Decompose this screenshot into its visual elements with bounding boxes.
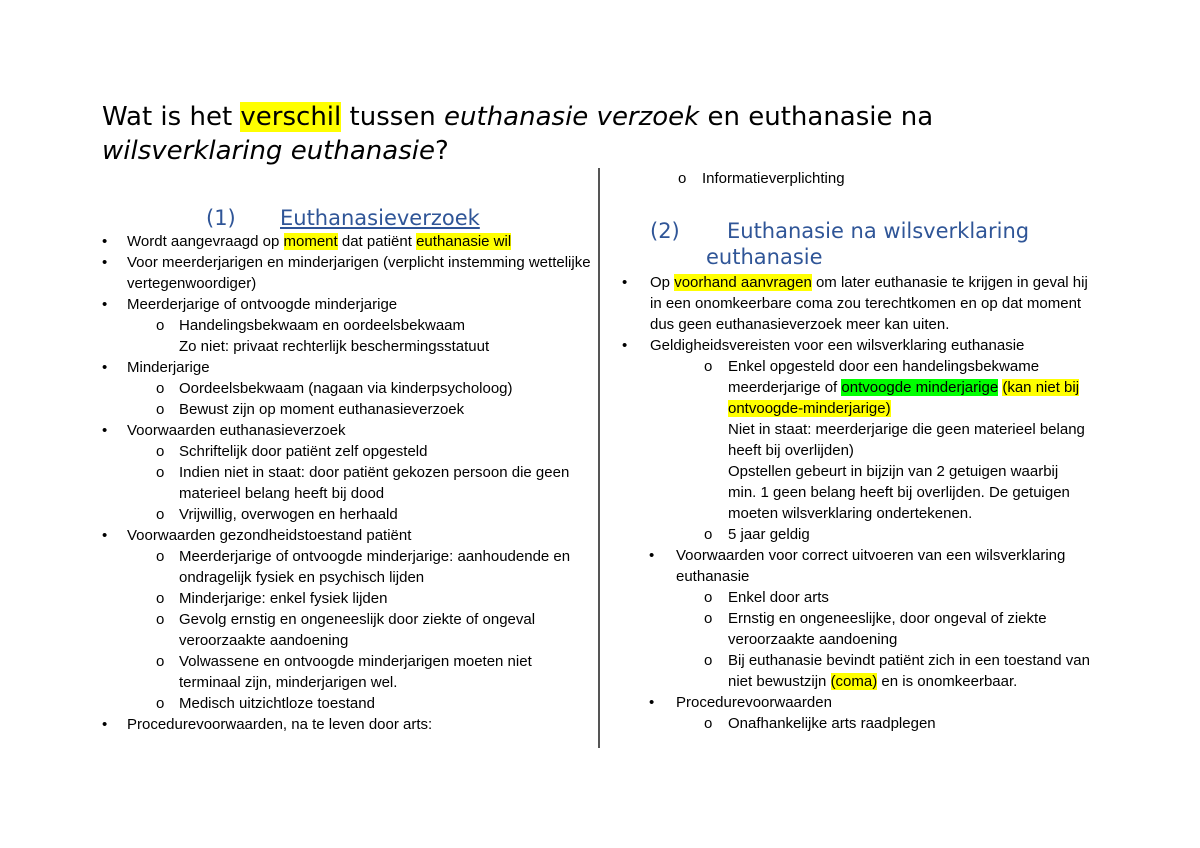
list-item — [620, 335, 1090, 356]
text: Procedurevoorwaarden — [676, 694, 832, 711]
text: Bewust zijn op moment euthanasieverzoek — [179, 401, 465, 418]
text: Volwassene en ontvoogde minderjarigen moeten niet terminaal zijn, minderjarigen wel. — [179, 653, 532, 691]
section-heading-1 — [100, 205, 595, 231]
circle-bullet-icon: o — [156, 506, 165, 523]
sub-list-item — [100, 399, 595, 420]
sub-list-item — [100, 588, 595, 609]
text: Enkel opgesteld door een handelingsbekwame meerderjarige of — [728, 358, 1040, 396]
sub-list-item — [100, 315, 595, 336]
sub-list-item — [620, 168, 1090, 189]
circle-bullet-icon: o — [704, 715, 713, 732]
text: en is onomkeerbaar. — [877, 673, 1018, 690]
list-item — [100, 231, 595, 252]
list-item — [620, 272, 1090, 335]
sub-list-item — [100, 462, 595, 504]
text: Indien niet in staat: door patiënt gekozen persoon die geen materieel belang heeft bij dood — [179, 464, 570, 502]
text: Minderjarige: enkel fysiek lijden — [179, 590, 388, 607]
text: Ernstig en ongeneeslijke, door ongeval of ziekte veroorzaakte aandoening — [728, 610, 1047, 648]
circle-bullet-icon: o — [704, 358, 713, 375]
text: Gevolg ernstig en ongeneeslijk door ziekte of ongeval veroorzaakte aandoening — [179, 611, 536, 649]
heading-number: (1) — [206, 206, 236, 230]
page-title — [102, 100, 1042, 168]
text: Opstellen gebeurt in bijzijn van 2 getuigen waarbij min. 1 geen belang heeft bij overlijden. De getuigen moeten wilsverklaring ondertekenen. — [728, 463, 1070, 522]
bullet-icon: • — [102, 233, 108, 250]
sub-list-item — [620, 650, 1090, 692]
text: Niet in staat: meerderjarige die geen materieel belang heeft bij overlijden) — [728, 421, 1085, 459]
list-item — [100, 714, 595, 735]
text: Voor meerderjarigen en minderjarigen (verplicht instemming wettelijke vertegenwoordiger) — [127, 254, 591, 292]
bullet-icon: • — [102, 422, 108, 439]
bullet-icon: • — [102, 296, 108, 313]
circle-bullet-icon: o — [156, 317, 165, 334]
title-text: en euthanasie na — [699, 102, 934, 132]
sub-list-continuation — [620, 419, 1090, 461]
list-item — [100, 525, 595, 546]
bullet-icon: • — [649, 694, 655, 711]
circle-bullet-icon: o — [156, 401, 165, 418]
sub-list-continuation — [100, 336, 595, 357]
bullet-icon: • — [102, 254, 108, 271]
circle-bullet-icon: o — [156, 611, 165, 628]
text: dat patiënt — [337, 233, 417, 250]
circle-bullet-icon: o — [704, 610, 713, 627]
text: Meerderjarige of ontvoogde minderjarige — [127, 296, 398, 313]
text: Minderjarige — [127, 359, 210, 376]
title-highlight: verschil — [240, 102, 342, 132]
text: Wordt aangevraagd op — [127, 233, 284, 250]
text: Voorwaarden euthanasieverzoek — [127, 422, 346, 439]
bullet-icon: • — [102, 527, 108, 544]
sub-list-item — [100, 693, 595, 714]
highlight-green: ontvoogde minderjarige — [841, 379, 999, 396]
sub-list-item — [100, 651, 595, 693]
text: Onafhankelijke arts raadplegen — [728, 715, 936, 732]
highlight: euthanasie wil — [416, 233, 512, 250]
text: Vrijwillig, overwogen en herhaald — [179, 506, 398, 523]
list-item — [620, 692, 1090, 713]
column-divider — [598, 168, 600, 748]
bullet-icon: • — [622, 274, 628, 291]
section-heading-2 — [620, 218, 1090, 270]
right-column — [620, 168, 1090, 734]
text: Medisch uitzichtloze toestand — [179, 695, 375, 712]
sub-list-item — [620, 524, 1090, 545]
text: Op — [650, 274, 675, 291]
heading-number: (2) — [650, 219, 680, 243]
circle-bullet-icon: o — [678, 170, 687, 187]
bullet-icon: • — [102, 716, 108, 733]
sub-list-item — [100, 441, 595, 462]
sub-list-item — [100, 378, 595, 399]
text: Bij euthanasie bevindt patiënt zich in een toestand van niet bewustzijn — [728, 652, 1090, 690]
sub-list-item — [100, 546, 595, 588]
circle-bullet-icon: o — [156, 380, 165, 397]
heading-text: euthanasie — [706, 245, 823, 269]
sub-list-item — [620, 608, 1090, 650]
circle-bullet-icon: o — [156, 548, 165, 565]
title-text: ? — [434, 136, 449, 166]
title-text: Wat is het — [102, 102, 241, 132]
text: Voorwaarden voor correct uitvoeren van een wilsverklaring euthanasie — [676, 547, 1066, 585]
bullet-icon: • — [622, 337, 628, 354]
text: Schriftelijk door patiënt zelf opgesteld — [179, 443, 428, 460]
list-item — [100, 420, 595, 441]
sub-list-item — [100, 504, 595, 525]
circle-bullet-icon: o — [156, 464, 165, 481]
text: Zo niet: privaat rechterlijk beschermingsstatuut — [179, 338, 490, 355]
highlight: (coma) — [830, 673, 878, 690]
sub-list-item — [620, 713, 1090, 734]
highlight: moment — [283, 233, 338, 250]
list-item — [100, 294, 595, 315]
text: Procedurevoorwaarden, na te leven door arts: — [127, 716, 433, 733]
bullet-icon: • — [102, 359, 108, 376]
text: Meerderjarige of ontvoogde minderjarige: aanhoudende en ondragelijk fysiek en psychisch lijden — [179, 548, 571, 586]
text: om later euthanasie te krijgen in geval hij in een onomkeerbare coma zou terechtkomen en op dat moment dus geen euthanasieverzoek meer kan uiten. — [650, 274, 1088, 333]
sub-list-continuation — [620, 461, 1090, 524]
title-italic: wilsverklaring euthanasie — [102, 136, 435, 166]
circle-bullet-icon: o — [156, 443, 165, 460]
text: Oordeelsbekwaam (nagaan via kinderpsycholoog) — [179, 380, 513, 397]
sub-list-item — [620, 587, 1090, 608]
highlight: (kan niet bij ontvoogde-minderjarige) — [728, 379, 1080, 417]
text: Voorwaarden gezondheidstoestand patiënt — [127, 527, 412, 544]
text: Informatieverplichting — [702, 170, 845, 187]
title-italic: euthanasie verzoek — [444, 102, 700, 132]
circle-bullet-icon: o — [704, 589, 713, 606]
circle-bullet-icon: o — [704, 652, 713, 669]
highlight: voorhand aanvragen — [674, 274, 812, 291]
text: Handelingsbekwaam en oordeelsbekwaam — [179, 317, 466, 334]
bullet-icon: • — [649, 547, 655, 564]
circle-bullet-icon: o — [156, 653, 165, 670]
list-item — [620, 545, 1090, 587]
circle-bullet-icon: o — [156, 590, 165, 607]
heading-text: Euthanasie na wilsverklaring — [727, 219, 1030, 243]
title-text: tussen — [341, 102, 445, 132]
text: Enkel door arts — [728, 589, 829, 606]
text: 5 jaar geldig — [728, 526, 810, 543]
circle-bullet-icon: o — [704, 526, 713, 543]
heading-text: Euthanasieverzoek — [280, 206, 480, 230]
sub-list-item — [620, 356, 1090, 419]
list-item — [100, 357, 595, 378]
circle-bullet-icon: o — [156, 695, 165, 712]
list-item — [100, 252, 595, 294]
text: Geldigheidsvereisten voor een wilsverklaring euthanasie — [650, 337, 1025, 354]
sub-list-item — [100, 609, 595, 651]
left-column — [100, 205, 595, 735]
